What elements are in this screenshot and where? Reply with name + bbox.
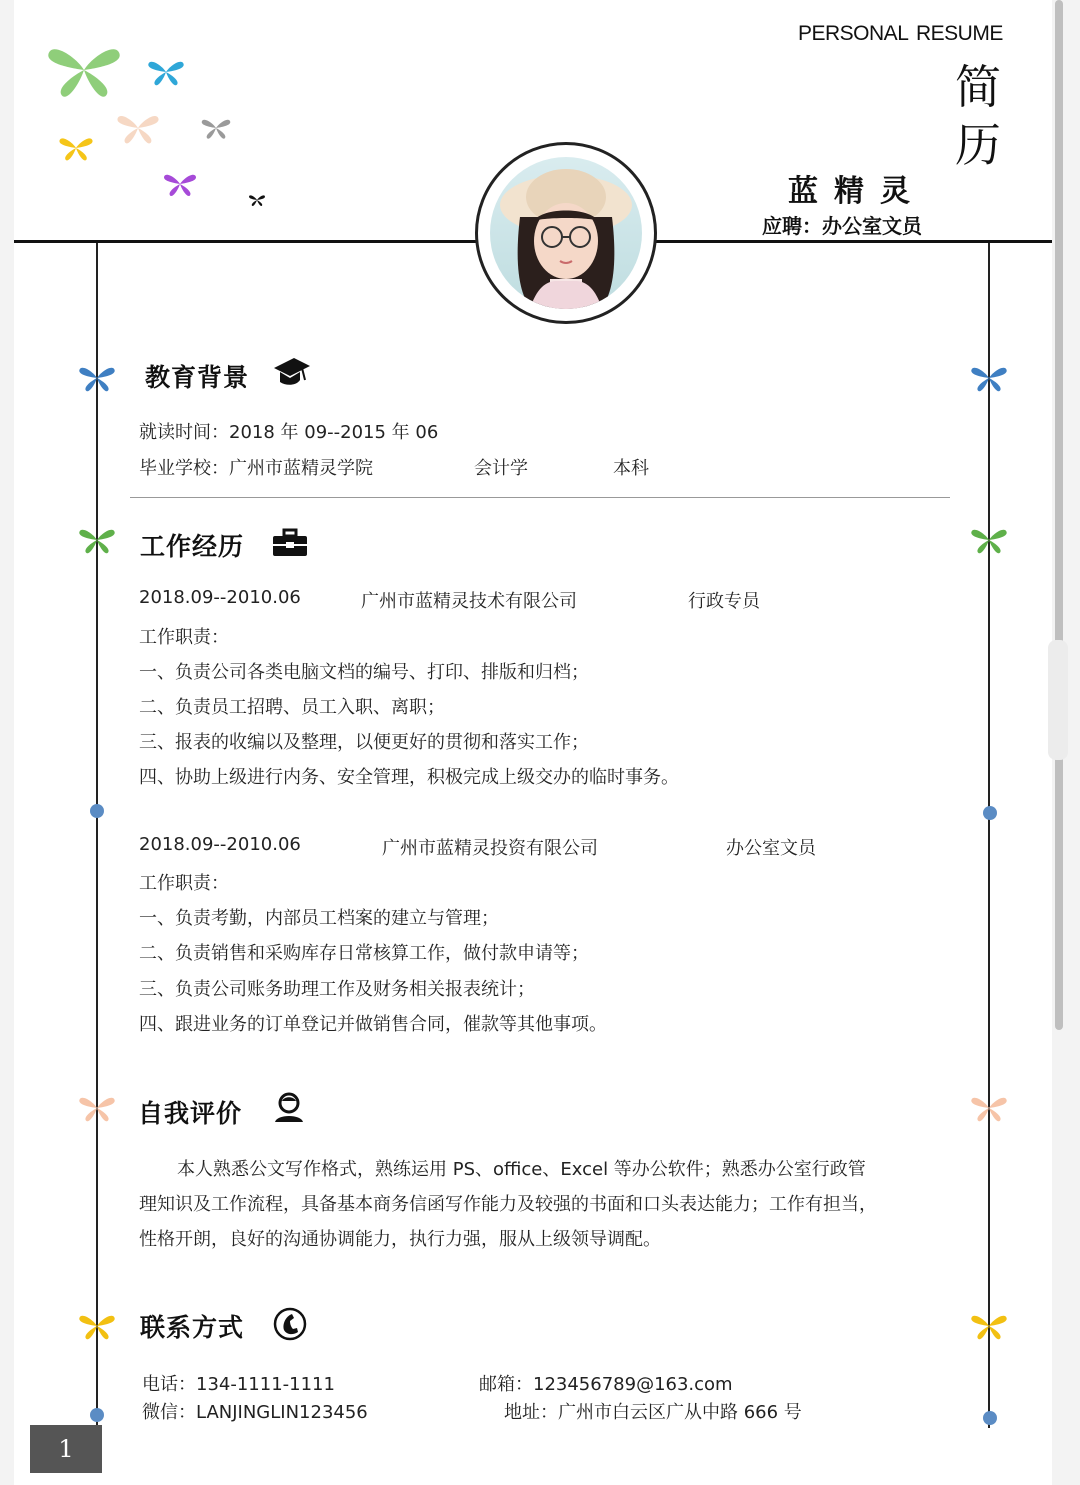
job-2-duty: 四、跟进业务的订单登记并做销售合同，催款等其他事项。	[139, 1014, 607, 1035]
job-1-duty: 三、报表的收编以及整理，以便更好的贯彻和落实工作；	[139, 732, 589, 753]
blue-butterfly-icon	[971, 368, 1006, 392]
resume-label: RESUME	[916, 22, 1003, 45]
peach-butterfly-icon	[79, 1098, 114, 1122]
blue-butterfly-icon	[79, 368, 114, 392]
applicant-name: 蓝精灵	[788, 174, 926, 209]
personal-label: PERSONAL	[798, 22, 909, 45]
education-major: 会计学	[474, 458, 528, 479]
job-1-duty-label: 工作职责：	[139, 627, 229, 648]
timeline-dot	[983, 806, 997, 820]
contact-address: 地址：广州市白云区广从中路 666 号	[504, 1402, 802, 1423]
green-butterfly-icon	[971, 530, 1006, 554]
person-icon	[272, 1092, 306, 1124]
self-evaluation-title: 自我评价	[138, 1099, 243, 1128]
education-school: 毕业学校：广州市蓝精灵学院	[139, 458, 373, 479]
self-evaluation-line: 本人熟悉公文写作格式，熟练运用 PS、office、Excel 等办公软件；熟悉办公室行政管	[177, 1159, 866, 1180]
job-2-company: 广州市蓝精灵投资有限公司	[382, 838, 598, 859]
briefcase-icon	[272, 528, 308, 558]
self-evaluation-line: 性格开朗，良好的沟通协调能力，执行力强，服从上级领导调配。	[139, 1229, 661, 1250]
job-1-duty: 四、协助上级进行内务、安全管理，积极完成上级交办的临时事务。	[139, 767, 679, 788]
job-2-duty: 二、负责销售和采购库存日常核算工作，做付款申请等；	[139, 943, 589, 964]
job-2-position: 办公室文员	[726, 838, 816, 859]
contact-wechat: 微信：LANJINGLIN123456	[142, 1402, 368, 1423]
self-evaluation-line: 理知识及工作流程，具备基本商务信函写作能力及较强的书面和口头表达能力；工作有担当，	[139, 1194, 877, 1215]
yellow-butterfly-icon	[971, 1316, 1006, 1340]
education-period: 就读时间：2018 年 09--2015 年 06	[139, 422, 439, 443]
peach-butterfly-icon	[971, 1098, 1006, 1122]
work-title: 工作经历	[140, 532, 245, 561]
job-2-period: 2018.09--2010.06	[139, 834, 301, 855]
job-1-duty: 二、负责员工招聘、员工入职、离职；	[139, 697, 445, 718]
education-degree: 本科	[613, 458, 649, 479]
yellow-butterfly-icon	[79, 1316, 114, 1340]
resume-title-char1: 简	[955, 60, 1001, 114]
timeline-dot	[90, 804, 104, 818]
job-2-duty: 三、负责公司账务助理工作及财务相关报表统计；	[139, 979, 535, 1000]
graduation-cap-icon	[272, 356, 312, 388]
job-1-period: 2018.09--2010.06	[139, 587, 301, 608]
job-2-duty: 一、负责考勤，内部员工档案的建立与管理；	[139, 908, 499, 929]
page-number-indicator[interactable]: 1	[30, 1425, 102, 1473]
contact-email: 邮箱：123456789@163.com	[479, 1374, 733, 1395]
green-butterfly-icon	[79, 530, 114, 554]
phone-icon	[272, 1306, 308, 1342]
job-2-duty-label: 工作职责：	[139, 873, 229, 894]
contact-title: 联系方式	[140, 1313, 245, 1342]
section-divider	[130, 497, 950, 498]
job-1-duty: 一、负责公司各类电脑文档的编号、打印、排版和归档；	[139, 662, 589, 683]
job-1-position: 行政专员	[688, 591, 760, 612]
job-1-company: 广州市蓝精灵技术有限公司	[361, 591, 577, 612]
education-title: 教育背景	[145, 363, 250, 392]
resume-title-char2: 历	[955, 118, 1001, 172]
contact-phone: 电话：134-1111-1111	[142, 1374, 335, 1395]
timeline-dot	[90, 1408, 104, 1422]
job-target: 应聘：办公室文员	[762, 214, 922, 238]
timeline-dot	[983, 1411, 997, 1425]
self-evaluation-text	[139, 1152, 919, 1257]
